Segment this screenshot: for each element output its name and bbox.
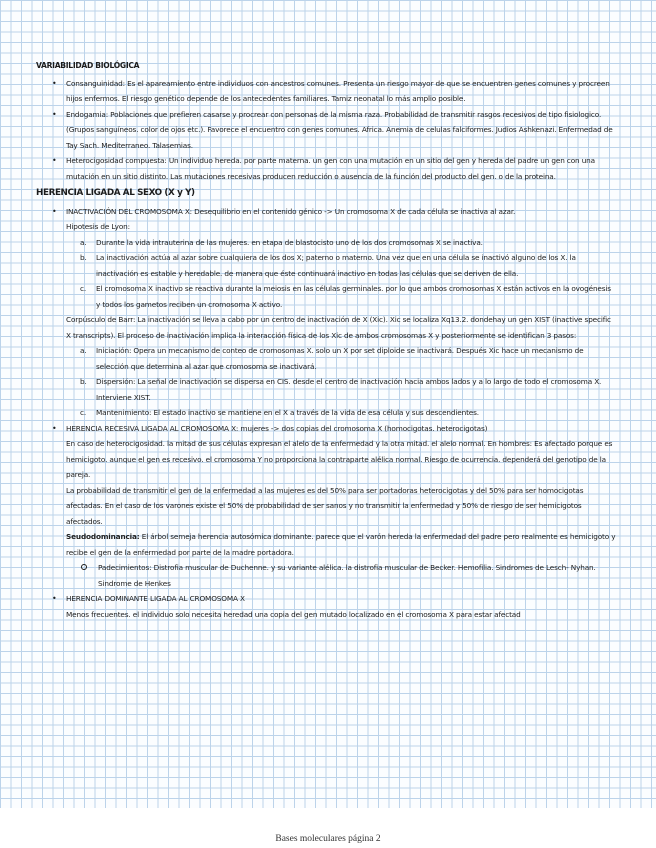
list-item — [80, 235, 616, 251]
seudodominancia-paragraph — [66, 529, 616, 560]
recesiva-paragraph-1: En caso de heterocigosidad. la mitad de sus células expresan el alelo de la enfermedad y la otra mitad. el alelo normal. En hombres: Es afectado porque es hemicigoto. aunque el gen es recesivo. el cromosoma Y no proporciona la contraparte alélica normal. Riesgo de ocurrencia. dependerá del genotipo de la pareja. — [66, 439, 613, 479]
list-item-text: La inactivación actúa al azar sobre cualquiera de los dos X; paterno o materno. Una vez que en una célula se inactivó alguno de los X. la inactivación es estable y heredable. de manera que éste continuará inactivo en todas las células que se deriven de ella. — [96, 253, 576, 278]
inactivacion-item — [66, 204, 616, 421]
list-item — [80, 405, 616, 421]
padecimientos-list — [66, 560, 616, 591]
list-marker: b. — [80, 377, 87, 386]
lyon-list — [66, 235, 616, 313]
list-item: • Endogamia: Poblaciones que prefieren casarse y procrear con personas de la misma raza. Probabilidad de transmitir rasgos recesivos de tipo fisiologico. (Grupos sanguíneos. color de ojos etc.). Favorece el encuentro con genes comunes. Africa. Anemia de celulas falciformes. Judios Ashkenazi. Enfermedad de Tay Sach. Mediterraneo. Talasemias. — [66, 107, 616, 154]
list-item-text: Mantenimiento: El estado inactivo se mantiene en el X a través de la vida de esa célula y sus descendientes. — [96, 408, 479, 417]
list-item — [80, 374, 616, 405]
list-marker: b. — [80, 253, 87, 262]
list-marker: c. — [80, 408, 87, 417]
note-content — [36, 58, 616, 622]
recesiva-heading: • HERENCIA RECESIVA LIGADA AL CROMOSOMA X: mujeres -> dos copias del cromosoma X (homocigotas. heterocigotas) — [66, 423, 488, 433]
list-item: • Heterocigosidad compuesta: Un individuo hereda. por parte materna. un gen con una mutación en un sitio del gen y hereda del padre un gen con una mutación en un sitio distinto. Las mutaciones recesivas producen reducción o ausencia de la función del producto del gen. o de la proteina. — [66, 153, 616, 184]
list-item — [80, 250, 616, 281]
recesiva-paragraph-2: La probabilidad de transmitir el gen de la enfermedad a las mujeres es del 50% para ser portadoras heterocigotas y del 50% para ser homocigotas afectadas. En el caso de los varones existe el 50% de probabilidad de ser sanos y no transmitir la enfermedad y 50% de riesgo de ser hemicigotos afectados. — [66, 485, 584, 526]
inactivacion-heading: • INACTIVACIÓN DEL CROMOSOMA X: Desequilibrio en el contenido génico -> Un cromosoma X de cada célula se inactiva al azar. — [66, 206, 516, 216]
inactivation-steps-list — [66, 343, 616, 421]
herencia-list — [36, 204, 616, 623]
seudodominancia-text: El árbol semeja herencia autosómica dominante. parece que el varón hereda la enfermedad del padre pero realmente es hemicigoto y recibe el gen de la enfermedad por parte de la madre portadora. — [66, 532, 616, 557]
list-item-text: Durante la vida intrauterina de las mujeres. en etapa de blastocisto uno de los dos cromosomas X se inactiva. — [96, 237, 483, 247]
list-item-text: El cromosoma X inactivo se reactiva durante la meiosis en las células germinales. por lo que ambos cromosomas X están activos en la ovogénesis y todos los gametos reciben un cromosoma X activo. — [96, 284, 611, 309]
list-item-text: Dispersión: La señal de inactivación se dispersa en CIS. desde el centro de inactivación hacia ambos lados y a lo largo de todo el cromosoma X. Interviene XIST. — [96, 377, 602, 402]
list-item: Padecimientos: Distrofia muscular de Duchenne. y su variante alélica. la distrofia muscular de Becker. Hemofilia. Sindromes de Lesch- Nyhan. Sindrome de Henkes — [98, 560, 616, 591]
list-item: • Consanguinidad: Es el apareamiento entre individuos con ancestros comunes. Presenta un riesgo mayor de que se encuentren genes comunes y procreen hijos enfermos. El riesgo genético depende de los antecedentes familiares. Tamiz neonatal lo más amplio posible. — [66, 76, 616, 107]
list-marker: c. — [80, 284, 87, 293]
lyon-label: Hipotesis de Lyon: — [66, 222, 130, 231]
list-item — [80, 281, 616, 312]
list-marker: a. — [80, 237, 87, 247]
list-item — [80, 343, 616, 374]
section-title-variabilidad: VARIABILIDAD BIOLÓGICA — [36, 61, 140, 70]
list-item-text: Iniciación: Opera un mecanismo de conteo de cromosomas X. solo un X por set diploide se inactivará. Después Xic hace un mecanismo de selección que determina al azar que cromosoma se inactivará. — [96, 346, 584, 371]
barr-paragraph: Corpúsculo de Barr: La inactivación se lleva a cabo por un centro de inactivación de X (Xic). Xic se localiza Xq13.2. dondehay un gen XIST (inactive specific X transcripts). El proceso de inactivación implica la interacción física de los Xic de ambos cromosomas X y posteriormente se identifican 3 pasos: — [66, 315, 611, 340]
variabilidad-list — [36, 76, 616, 185]
seudodominancia-label: Seudodominancia: — [66, 532, 140, 541]
recesiva-item — [66, 421, 616, 592]
dominante-item — [66, 591, 616, 622]
dominante-heading: • HERENCIA DOMINANTE LIGADA AL CROMOSOMA X — [66, 594, 245, 603]
list-marker: a. — [80, 346, 87, 355]
section-title-herencia: HERENCIA LIGADA AL SEXO (X y Y) — [36, 188, 195, 198]
dominante-paragraph: Menos frecuentes. el individuo solo necesita heredad una copia del gen mutado localizado en el cromosoma X para estar afectad — [66, 609, 521, 619]
page-footer: Bases moleculares página 2 — [275, 834, 381, 844]
